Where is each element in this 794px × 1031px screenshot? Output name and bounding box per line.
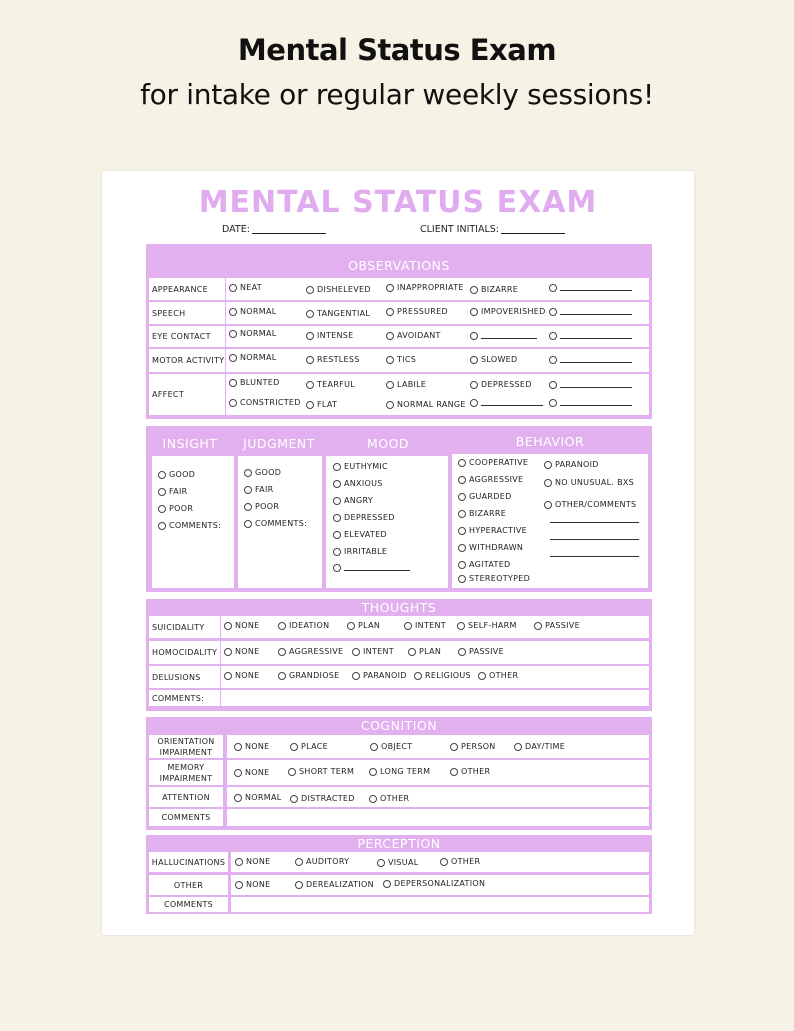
cognition-title: COGNITION: [360, 718, 438, 733]
row-label: COMMENTS:: [149, 690, 220, 706]
option-blank[interactable]: [549, 355, 632, 364]
radio-circle-icon: [352, 672, 360, 680]
radio-circle-icon: [306, 310, 314, 318]
option-none[interactable]: NONE: [234, 768, 270, 777]
radio-circle-icon: [386, 401, 394, 409]
option-inappropriate[interactable]: INAPPROPRIATE: [386, 283, 464, 292]
thoughts-title: THOUGHTS: [361, 600, 437, 615]
radio-circle-icon: [458, 575, 466, 583]
radio-circle-icon: [369, 795, 377, 803]
row-label: COMMENTS: [149, 809, 223, 826]
radio-circle-icon: [229, 330, 237, 338]
radio-circle-icon: [549, 381, 557, 389]
row-label: ORIENTATION IMPAIRMENT: [149, 735, 223, 758]
option-passive[interactable]: PASSIVE: [534, 621, 580, 630]
option-passive[interactable]: PASSIVE: [458, 647, 504, 656]
row-label: EYE CONTACT: [149, 326, 225, 347]
option-blank[interactable]: [470, 331, 537, 340]
option-tearful[interactable]: TEARFUL: [306, 380, 355, 389]
radio-circle-icon: [450, 743, 458, 751]
behavior-box: [452, 454, 648, 588]
mood-angry[interactable]: ANGRY: [333, 496, 373, 505]
radio-circle-icon: [278, 648, 286, 656]
option-intent[interactable]: INTENT: [352, 647, 394, 656]
behavior-paranoid[interactable]: PARANOID: [544, 460, 599, 469]
comment-line[interactable]: [550, 556, 639, 557]
radio-circle-icon: [306, 332, 314, 340]
option-avoidant[interactable]: AVOIDANT: [386, 331, 441, 340]
option-aggressive[interactable]: AGGRESSIVE: [278, 647, 343, 656]
radio-circle-icon: [386, 284, 394, 292]
option-religious[interactable]: RELIGIOUS: [414, 671, 471, 680]
option-distracted[interactable]: DISTRACTED: [290, 794, 355, 803]
option-paranoid[interactable]: PARANOID: [352, 671, 407, 680]
option-normal[interactable]: NORMAL: [234, 793, 281, 802]
mood-depressed[interactable]: DEPRESSED: [333, 513, 395, 522]
radio-circle-icon: [352, 648, 360, 656]
hero-subtitle: for intake or regular weekly sessions!: [140, 78, 654, 111]
option-impoverished[interactable]: IMPOVERISHED: [470, 307, 546, 316]
thoughts-comments-row: [149, 690, 649, 706]
radio-circle-icon: [470, 356, 478, 364]
perception-title: PERCEPTION: [357, 836, 441, 851]
mood-irritable[interactable]: IRRITABLE: [333, 547, 387, 556]
radio-circle-icon: [383, 880, 391, 888]
radio-circle-icon: [306, 381, 314, 389]
option-pressured[interactable]: PRESSURED: [386, 307, 448, 316]
radio-circle-icon: [458, 527, 466, 535]
option-object[interactable]: OBJECT: [370, 742, 412, 751]
option-blank[interactable]: [549, 331, 632, 340]
comment-line[interactable]: [550, 539, 639, 540]
option-normal[interactable]: NORMAL: [229, 353, 276, 362]
affect-row: [149, 374, 649, 415]
radio-circle-icon: [224, 622, 232, 630]
insight-title: INSIGHT: [162, 436, 218, 451]
option-labile[interactable]: LABILE: [386, 380, 426, 389]
radio-circle-icon: [549, 356, 557, 364]
judgment-fair[interactable]: FAIR: [244, 485, 273, 494]
speech-row: [149, 302, 649, 324]
option-visual[interactable]: VISUAL: [377, 858, 419, 867]
radio-circle-icon: [549, 332, 557, 340]
radio-circle-icon: [544, 461, 552, 469]
radio-circle-icon: [470, 308, 478, 316]
radio-circle-icon: [306, 286, 314, 294]
behavior-no-unusual[interactable]: NO UNUSUAL. BXS: [544, 478, 634, 487]
radio-circle-icon: [333, 564, 341, 572]
radio-circle-icon: [235, 881, 243, 889]
radio-circle-icon: [158, 471, 166, 479]
insight-poor[interactable]: POOR: [158, 504, 193, 513]
radio-circle-icon: [229, 379, 237, 387]
behavior-title: BEHAVIOR: [515, 434, 585, 449]
comment-line[interactable]: [550, 522, 639, 523]
row-label: SPEECH: [149, 302, 225, 324]
hallucinations-row: [149, 852, 649, 872]
insight-box: [152, 456, 234, 588]
motor-activity-row: [149, 349, 649, 372]
option-blank[interactable]: [549, 307, 632, 316]
radio-circle-icon: [470, 286, 478, 294]
radio-circle-icon: [295, 881, 303, 889]
judgment-poor[interactable]: POOR: [244, 502, 279, 511]
radio-circle-icon: [370, 743, 378, 751]
row-label: COMMENTS: [149, 897, 228, 912]
radio-circle-icon: [288, 768, 296, 776]
option-none[interactable]: NONE: [224, 671, 260, 680]
radio-circle-icon: [514, 743, 522, 751]
radio-circle-icon: [158, 522, 166, 530]
radio-circle-icon: [234, 769, 242, 777]
row-label: HOMOCIDALITY: [149, 641, 220, 664]
radio-circle-icon: [414, 672, 422, 680]
suicidality-row: [149, 616, 649, 638]
radio-circle-icon: [440, 858, 448, 866]
cognition-comments-row: [149, 809, 649, 826]
radio-circle-icon: [458, 561, 466, 569]
radio-circle-icon: [244, 520, 252, 528]
radio-circle-icon: [333, 480, 341, 488]
radio-circle-icon: [458, 493, 466, 501]
option-person[interactable]: PERSON: [450, 742, 496, 751]
option-plan[interactable]: PLAN: [347, 621, 380, 630]
behavior-cooperative[interactable]: COOPERATIVE: [458, 458, 528, 467]
option-other[interactable]: OTHER: [369, 794, 409, 803]
insight-good[interactable]: GOOD: [158, 470, 195, 479]
row-label: AFFECT: [149, 374, 225, 415]
radio-circle-icon: [386, 332, 394, 340]
judgment-title: JUDGMENT: [243, 436, 315, 451]
option-none[interactable]: NONE: [235, 857, 271, 866]
option-ideation[interactable]: IDEATION: [278, 621, 329, 630]
radio-circle-icon: [333, 531, 341, 539]
delusions-row: [149, 666, 649, 688]
memory-row: [149, 760, 649, 785]
hero-title: Mental Status Exam: [237, 33, 557, 67]
option-normal-range[interactable]: NORMAL RANGE: [386, 400, 466, 409]
behavior-aggressive[interactable]: AGGRESSIVE: [458, 475, 523, 484]
radio-circle-icon: [158, 505, 166, 513]
radio-circle-icon: [458, 476, 466, 484]
exam-sheet: [102, 171, 694, 935]
radio-circle-icon: [458, 648, 466, 656]
comments-field[interactable]: [227, 809, 649, 826]
radio-circle-icon: [224, 648, 232, 656]
date-field[interactable]: [222, 224, 326, 235]
radio-circle-icon: [333, 463, 341, 471]
radio-circle-icon: [458, 459, 466, 467]
radio-circle-icon: [386, 356, 394, 364]
radio-circle-icon: [549, 284, 557, 292]
option-none[interactable]: NONE: [234, 742, 270, 751]
mood-title: MOOD: [366, 436, 410, 451]
radio-circle-icon: [333, 514, 341, 522]
cognition-panel: [146, 717, 652, 830]
option-other[interactable]: OTHER: [478, 671, 518, 680]
option-blank[interactable]: [470, 398, 543, 407]
assessment-panel: [146, 426, 652, 592]
observations-title: OBSERVATIONS: [348, 258, 450, 273]
radio-circle-icon: [244, 503, 252, 511]
row-label: OTHER: [149, 875, 228, 895]
mood-anxious[interactable]: ANXIOUS: [333, 479, 383, 488]
perception-panel: [146, 835, 652, 914]
perception-other-row: [149, 875, 649, 895]
radio-circle-icon: [333, 497, 341, 505]
option-bizarre[interactable]: BIZARRE: [470, 285, 518, 294]
mood-box: [326, 456, 448, 588]
judgment-good[interactable]: GOOD: [244, 468, 281, 477]
option-blank[interactable]: [549, 398, 632, 407]
radio-circle-icon: [244, 486, 252, 494]
radio-circle-icon: [235, 858, 243, 866]
behavior-stereotyped[interactable]: STEREOTYPED: [458, 574, 530, 583]
radio-circle-icon: [549, 308, 557, 316]
radio-circle-icon: [408, 648, 416, 656]
radio-circle-icon: [470, 399, 478, 407]
option-disheleved[interactable]: DISHELEVED: [306, 285, 371, 294]
option-tics[interactable]: TICS: [386, 355, 416, 364]
radio-circle-icon: [229, 308, 237, 316]
judgment-comments[interactable]: COMMENTS:: [244, 519, 307, 528]
radio-circle-icon: [333, 548, 341, 556]
option-blank[interactable]: [549, 283, 632, 292]
option-constricted[interactable]: CONSTRICTED: [229, 398, 301, 407]
appearance-row: [149, 278, 649, 300]
behavior-bizarre[interactable]: BIZARRE: [458, 509, 506, 518]
radio-circle-icon: [234, 743, 242, 751]
date-label: DATE:: [222, 224, 250, 235]
option-intense[interactable]: INTENSE: [306, 331, 354, 340]
mood-blank[interactable]: [333, 563, 410, 572]
option-none[interactable]: NONE: [224, 647, 260, 656]
row-label: ATTENTION: [149, 787, 223, 807]
option-blunted[interactable]: BLUNTED: [229, 378, 280, 387]
radio-circle-icon: [306, 356, 314, 364]
radio-circle-icon: [306, 401, 314, 409]
radio-circle-icon: [386, 381, 394, 389]
mood-elevated[interactable]: ELEVATED: [333, 530, 387, 539]
radio-circle-icon: [229, 354, 237, 362]
radio-circle-icon: [278, 672, 286, 680]
option-other[interactable]: OTHER: [440, 857, 480, 866]
client-initials-field[interactable]: [420, 224, 565, 235]
option-flat[interactable]: FLAT: [306, 400, 337, 409]
attention-row: [149, 787, 649, 807]
judgment-box: [238, 456, 322, 588]
option-derealization[interactable]: DEREALIZATION: [295, 880, 374, 889]
radio-circle-icon: [290, 795, 298, 803]
radio-circle-icon: [295, 858, 303, 866]
radio-circle-icon: [158, 488, 166, 496]
radio-circle-icon: [278, 622, 286, 630]
option-none[interactable]: NONE: [235, 880, 271, 889]
row-label: DELUSIONS: [149, 666, 220, 688]
radio-circle-icon: [229, 399, 237, 407]
radio-circle-icon: [458, 510, 466, 518]
behavior-guarded[interactable]: GUARDED: [458, 492, 512, 501]
option-day-time[interactable]: DAY/TIME: [514, 742, 565, 751]
perception-comments-row: [149, 897, 649, 912]
radio-circle-icon: [377, 859, 385, 867]
radio-circle-icon: [470, 381, 478, 389]
insight-fair[interactable]: FAIR: [158, 487, 187, 496]
radio-circle-icon: [470, 332, 478, 340]
radio-circle-icon: [224, 672, 232, 680]
radio-circle-icon: [404, 622, 412, 630]
radio-circle-icon: [544, 479, 552, 487]
behavior-withdrawn[interactable]: WITHDRAWN: [458, 543, 523, 552]
row-label: HALLUCINATIONS: [149, 852, 228, 872]
option-neat[interactable]: NEAT: [229, 283, 262, 292]
option-place[interactable]: PLACE: [290, 742, 328, 751]
mood-euthymic[interactable]: EUTHYMIC: [333, 462, 388, 471]
comments-field[interactable]: [221, 690, 649, 706]
radio-circle-icon: [534, 622, 542, 630]
radio-circle-icon: [549, 399, 557, 407]
radio-circle-icon: [544, 501, 552, 509]
radio-circle-icon: [234, 794, 242, 802]
radio-circle-icon: [244, 469, 252, 477]
observations-panel: [146, 244, 652, 419]
option-blank[interactable]: [549, 380, 632, 389]
option-depressed[interactable]: DEPRESSED: [470, 380, 532, 389]
row-label: MOTOR ACTIVITY: [149, 349, 225, 372]
radio-circle-icon: [478, 672, 486, 680]
radio-circle-icon: [369, 768, 377, 776]
row-label: APPEARANCE: [149, 278, 225, 300]
client-initials-label: CLIENT INITIALS:: [420, 224, 499, 235]
option-short-term[interactable]: SHORT TERM: [288, 767, 354, 776]
behavior-hyperactive[interactable]: HYPERACTIVE: [458, 526, 527, 535]
option-auditory[interactable]: AUDITORY: [295, 857, 349, 866]
radio-circle-icon: [450, 768, 458, 776]
option-grandiose[interactable]: GRANDIOSE: [278, 671, 340, 680]
radio-circle-icon: [290, 743, 298, 751]
option-normal[interactable]: NORMAL: [229, 307, 276, 316]
behavior-agitated[interactable]: AGITATED: [458, 560, 511, 569]
homocidality-row: [149, 641, 649, 664]
row-label: MEMORY IMPAIRMENT: [149, 760, 223, 785]
thoughts-panel: [146, 599, 652, 711]
option-other[interactable]: OTHER: [450, 767, 490, 776]
sheet-title: MENTAL STATUS EXAM: [198, 185, 598, 220]
option-depersonalization[interactable]: DEPERSONALIZATION: [383, 879, 485, 888]
row-label: SUICIDALITY: [149, 616, 220, 638]
option-tangential[interactable]: TANGENTIAL: [306, 309, 370, 318]
comments-field[interactable]: [231, 897, 649, 912]
radio-circle-icon: [229, 284, 237, 292]
option-normal[interactable]: NORMAL: [229, 329, 276, 338]
option-restless[interactable]: RESTLESS: [306, 355, 360, 364]
orientation-row: [149, 735, 649, 758]
option-slowed[interactable]: SLOWED: [470, 355, 517, 364]
option-none[interactable]: NONE: [224, 621, 260, 630]
radio-circle-icon: [458, 544, 466, 552]
option-self-harm[interactable]: SELF-HARM: [457, 621, 517, 630]
option-intent[interactable]: INTENT: [404, 621, 446, 630]
option-plan[interactable]: PLAN: [408, 647, 441, 656]
eye-contact-row: [149, 326, 649, 347]
insight-comments[interactable]: COMMENTS:: [158, 521, 221, 530]
radio-circle-icon: [457, 622, 465, 630]
behavior-other-comments[interactable]: OTHER/COMMENTS: [544, 500, 636, 509]
radio-circle-icon: [386, 308, 394, 316]
option-long-term[interactable]: LONG TERM: [369, 767, 430, 776]
radio-circle-icon: [347, 622, 355, 630]
